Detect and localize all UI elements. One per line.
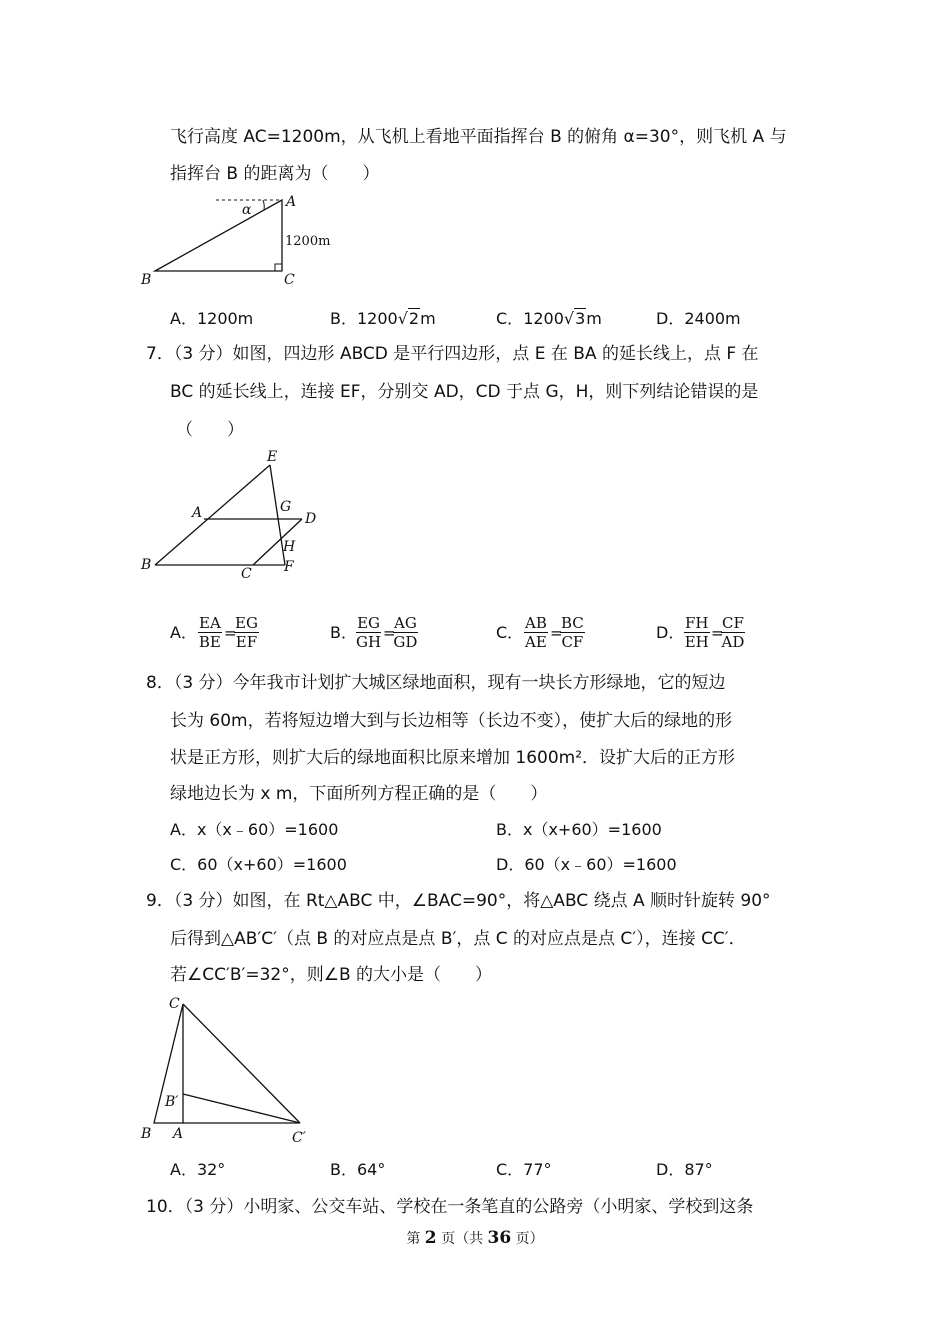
q6-text-line1: 飞行高度 AC=1200m，从飞机上看地平面指挥台 B 的俯角 α=30°，则飞机 A 与	[170, 127, 787, 147]
q7-label-E: E	[267, 449, 278, 465]
q9-label-C: C	[169, 996, 180, 1012]
q8-option-b[interactable]: B．x（x+60）=1600	[496, 820, 662, 839]
q9-text-line1: 9．（3 分）如图，在 Rt△ABC 中，∠BAC=90°，将△ABC 绕点 A 顺时针旋转 90°	[146, 891, 771, 911]
q8-text-line4: 绿地边长为 x m，下面所列方程正确的是（ ）	[170, 784, 548, 804]
q7-label-H: H	[283, 539, 296, 555]
q8-text-line3: 状是正方形，则扩大后的绿地面积比原来增加 1600m²．设扩大后的正方形	[170, 748, 736, 768]
q6-option-c[interactable]: C．1200√3m	[496, 309, 602, 328]
q9-option-d[interactable]: D．87°	[656, 1160, 713, 1179]
q9-option-c[interactable]: C．77°	[496, 1160, 552, 1179]
q9-label-C1: C′	[292, 1130, 306, 1146]
q6-text-line2: 指挥台 B 的距离为（ ）	[170, 164, 380, 184]
q7-figure	[135, 445, 335, 585]
q7-label-G: G	[280, 499, 292, 515]
q7-text-line3: （ ）	[176, 420, 244, 440]
page-total: 36	[487, 1228, 512, 1248]
q7-label-A: A	[192, 505, 203, 521]
q8-option-c[interactable]: C．60（x+60）=1600	[170, 855, 347, 874]
q8-option-d[interactable]: D．60（x﹣60）=1600	[496, 855, 677, 874]
q9-text-line2: 后得到△AB′C′（点 B 的对应点是点 B′，点 C 的对应点是点 C′），连接 CC′．	[170, 929, 746, 949]
q9-label-B1: B′	[165, 1094, 179, 1110]
q6-option-b[interactable]: B．1200√2m	[330, 309, 436, 328]
q6-label-alpha: α	[242, 202, 252, 218]
q7-label-F: F	[284, 559, 294, 575]
q7-label-C: C	[241, 566, 252, 582]
q6-label-B: B	[141, 272, 152, 288]
q9-label-B: B	[141, 1126, 152, 1142]
q10-text-line1: 10．（3 分）小明家、公交车站、学校在一条笔直的公路旁（小明家、学校到这条	[146, 1197, 754, 1217]
page-footer: 第 2 页（共 36 页）	[406, 1228, 544, 1248]
q8-text-line2: 长为 60m，若将短边增大到与长边相等（长边不变），使扩大后的绿地的形	[170, 711, 733, 731]
page-number: 2	[424, 1228, 437, 1248]
q6-label-height: 1200m	[285, 234, 331, 249]
q6-label-C: C	[284, 272, 295, 288]
q9-figure	[135, 992, 335, 1147]
q9-label-A: A	[173, 1126, 184, 1142]
q7-text-line2: BC 的延长线上，连接 EF，分别交 AD，CD 于点 G，H，则下列结论错误的是	[170, 382, 759, 402]
q7-text-line1: 7．（3 分）如图，四边形 ABCD 是平行四边形，点 E 在 BA 的延长线上，点 F 在	[146, 344, 759, 364]
q9-option-a[interactable]: A．32°	[170, 1160, 226, 1179]
q9-text-line3: 若∠CC′B′=32°，则∠B 的大小是（ ）	[170, 965, 493, 985]
q6-figure	[135, 192, 345, 292]
q9-option-b[interactable]: B．64°	[330, 1160, 386, 1179]
q6-option-a[interactable]: A．1200m	[170, 309, 254, 328]
q6-option-d[interactable]: D．2400m	[656, 309, 741, 328]
q8-option-a[interactable]: A．x（x﹣60）=1600	[170, 820, 339, 839]
q7-label-D: D	[305, 511, 317, 527]
q6-label-A: A	[286, 194, 297, 210]
q8-text-line1: 8．（3 分）今年我市计划扩大城区绿地面积，现有一块长方形绿地，它的短边	[146, 673, 726, 693]
q7-label-B: B	[141, 557, 152, 573]
